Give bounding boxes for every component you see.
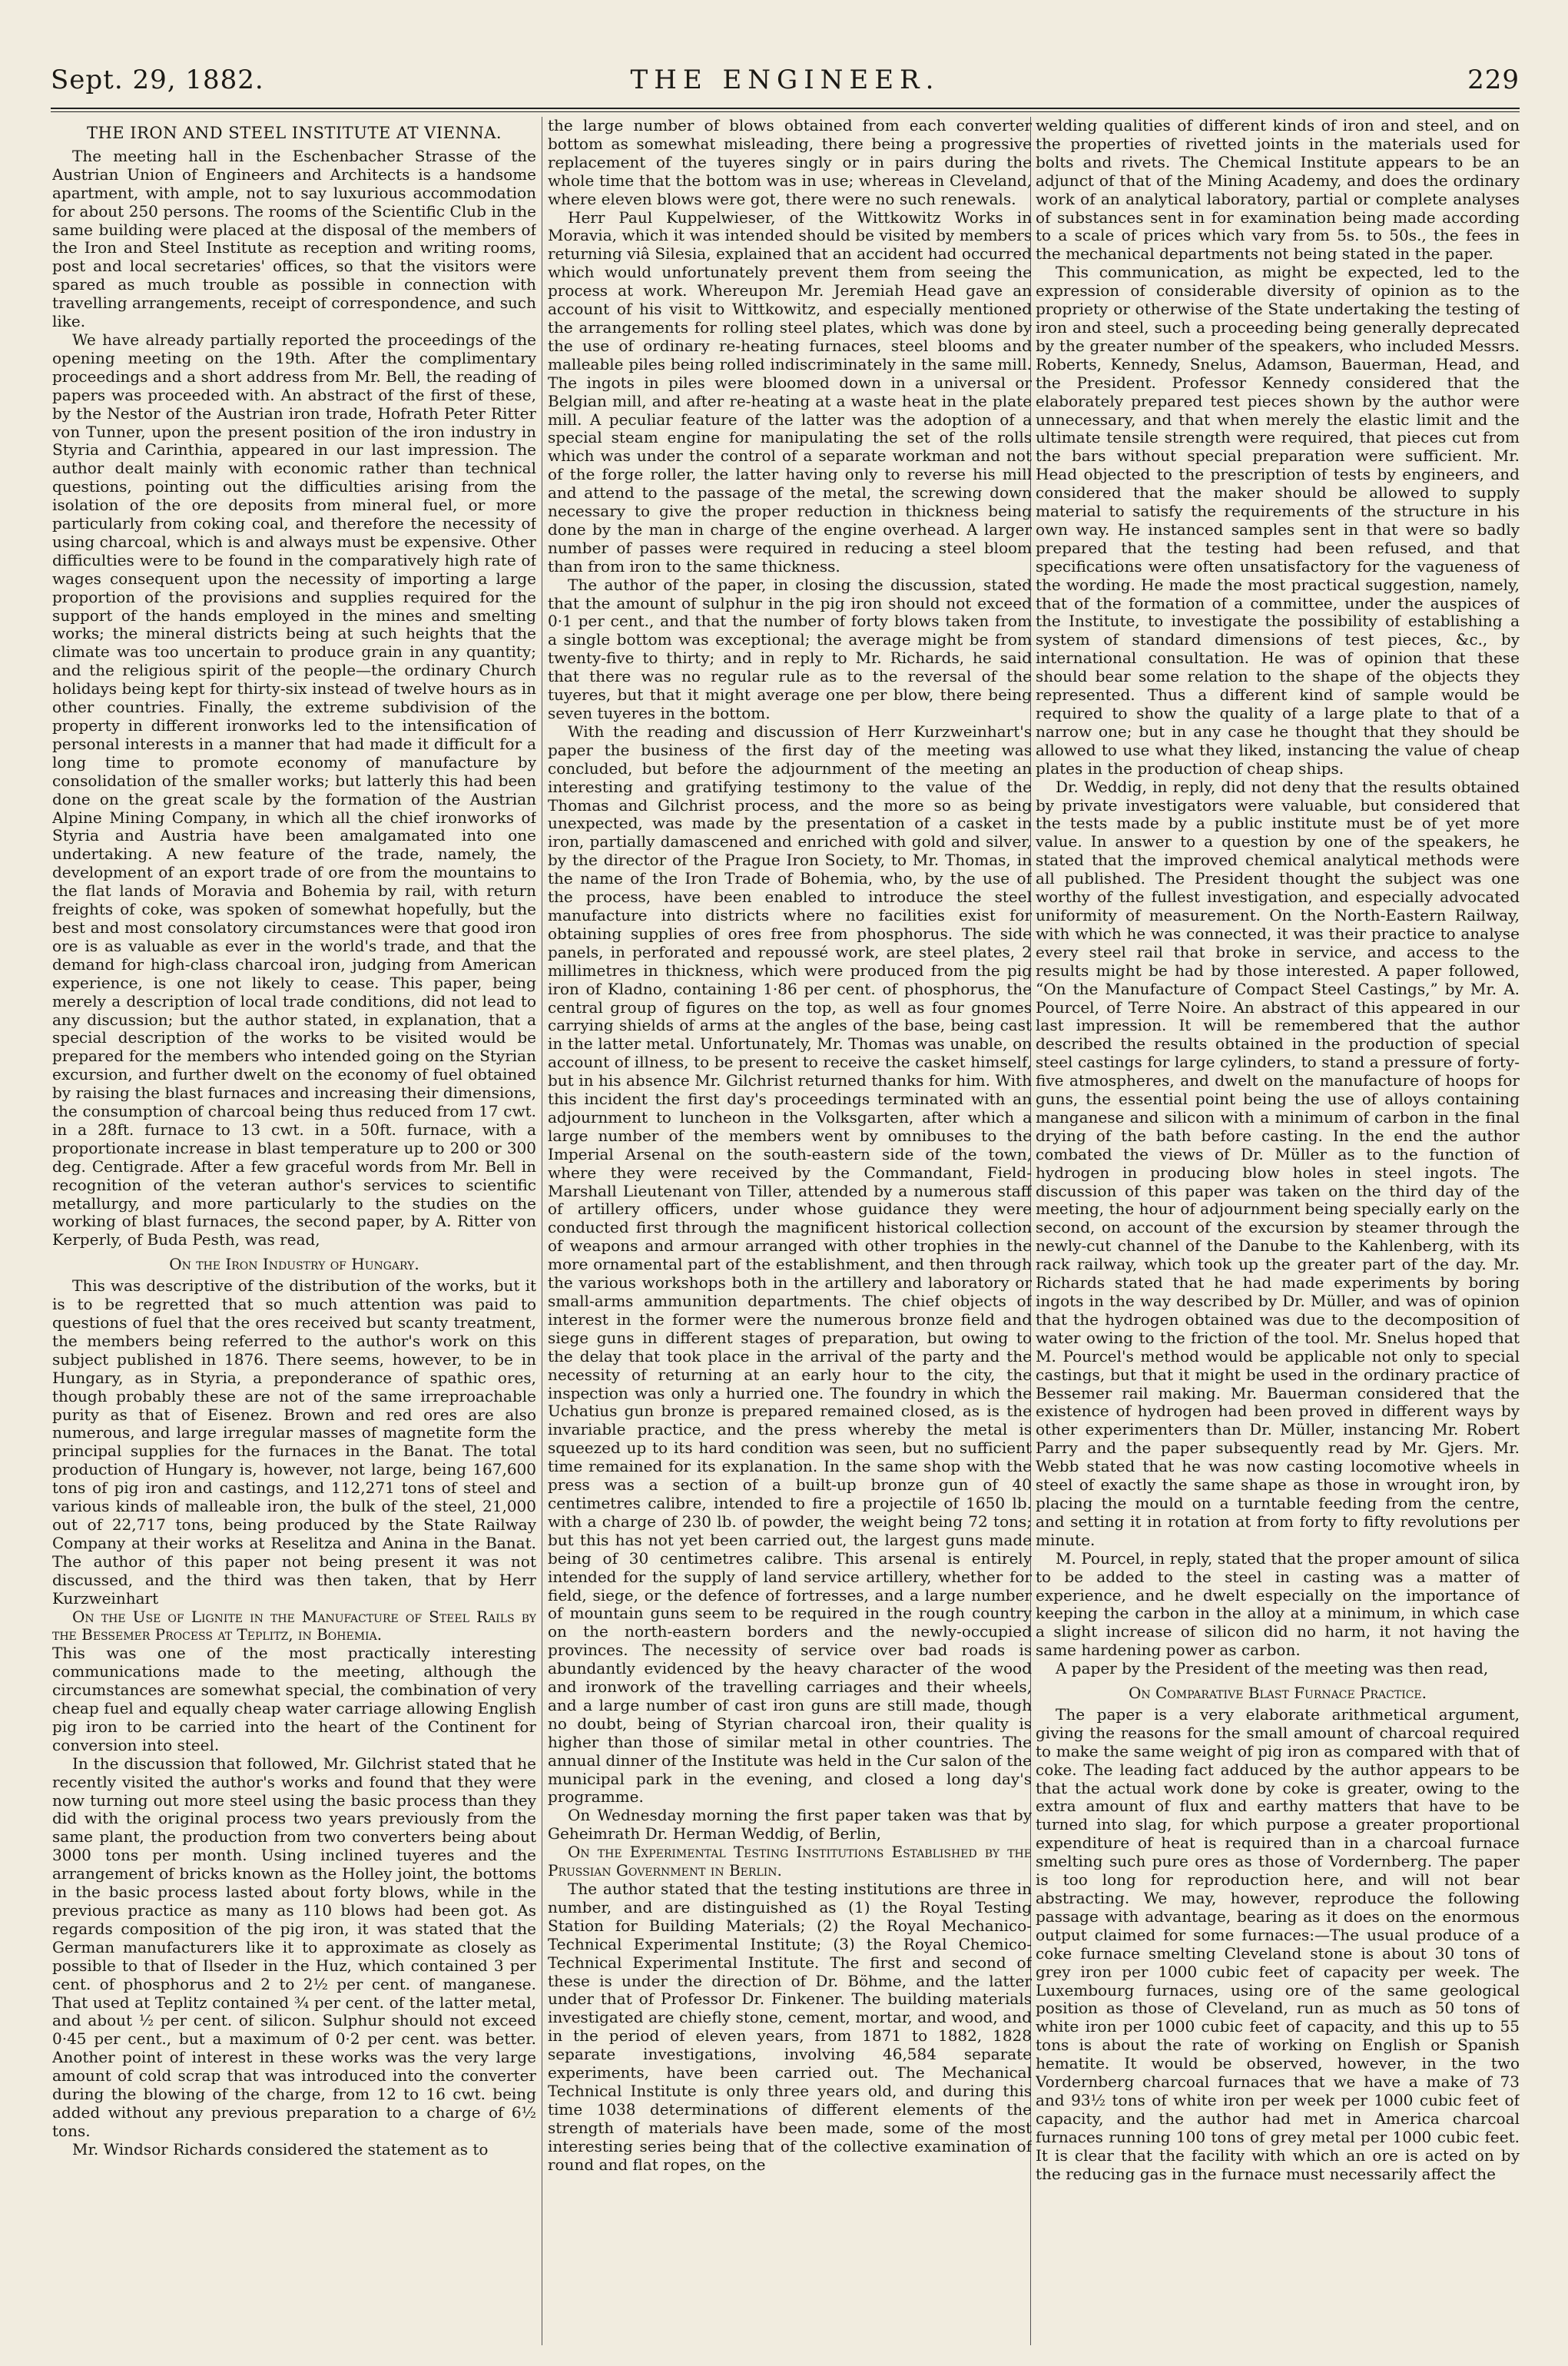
section-heading: On Comparative Blast Furnace Practice. [1128,1684,1427,1703]
paragraph: Dr. Weddig, in reply, did not deny that the results obtained by private investigators were valuable, but considered that the tests made by a public institute must be of yet more value. In answer to a question by one of the speakers, he stated that the improved chemical analytical methods were all published. The President thought the subject was one worthy of the fullest investigation, and especially advocated uniformity of measurement. On the North-Eastern Railway, with which he was connected, it was their practice to analyse every steel rail that broke in service, and access to the results might be had by those interested. A paper followed, “On the Manufacture of Compact Steel Castings,” by Mr. A. Pourcel, of Terre Noire. An abstract of this appeared in our last impression. It will be remembered that the author described the results obtained in the production of special steel castings for large cylinders, to stand a pressure of forty-five atmospheres, and dwelt on the manufacture of hoops for guns, the essential point being the use of alloys containing manganese and silicon with a minimum of carbon in the final drying of the bath before casting. In the end the author combated the views of Dr. Müller as to the function of hydrogen in producing blow holes in steel ingots. The discussion of this paper was taken on the third day of the meeting, the hour of adjournment being specially early on the second, on account of the excursion by steamer through the newly-cut channel of the Danube to the Kahlenberg, with its rack railway, which took up the greater part of the day. Mr. Richards stated that he had made experiments by boring ingots in the way described by Dr. Müller, and was of opinion that the hydrogen obtained was due to the decomposition of water owing to the friction of the tool. Mr. Snelus hoped that M. Pourcel's method would be applicable not only to special castings, but that it might be used in the ordinary practice of Bessemer rail making. Mr. Bauerman considered that the existence of hydrogen had been proved in different ways by other experimenters than Dr. Müller, instancing Mr. Robert Parry and the paper subsequently read by Mr. Gjers. Mr. Webb stated that he was now casting locomotive wheels in steel of exactly the same shape as those in wrought iron, by placing the mould on a turntable feeding from the centre, and setting it in rotation at from forty to fifty revolutions per minute. [1036,777,1520,1549]
paragraph: On Wednesday morning the first paper taken was that by Geheimrath Dr. Herman Weddig, of Berlin, [548,1806,1032,1843]
paragraph: The paper is a very elaborate arithmetical argument, giving the reasons for the small amount of charcoal required to make the same weight of pig iron as compared with that of coke. The leading fact adduced by the author appears to be that the actual work done by coke is greater, owing to the extra amount of flux and earthy matters that have to be turned into slag, for which purpose a greater proportional expenditure of heat is required than in a charcoal furnace smelting such pure ores as those of Vordernberg. The paper is too long for reproduction here, and will not bear abstracting. We may, however, reproduce the following passage with advantage, bearing as it does on the enormous output claimed for some furnaces:—The usual produce of a coke furnace smelting Cleveland stone is about 30 tons of grey iron per 1000 cubic feet of capacity per week. The Luxembourg furnaces, using ore of the same geological position as those of Cleveland, run as much as 50 tons of white iron per 1000 cubic feet of capacity, and this up to 55 tons is about the rate of working on English or Spanish hematite. It would be observed, however, in the two Vordernberg charcoal furnaces that we have a make of 73 and 93½ tons of white iron per week per 1000 cubic feet of capacity, and the author had met in America charcoal furnaces running 100 tons of grey metal per 1000 cubic feet. It is clear that the facility with which an ore is acted on by the reducing gas in the furnace must necessarily affect the [1036,1704,1520,2183]
paragraph: The author stated that the testing institutions are three in number, and are distinguished as (1) the Royal Testing Station for Building Materials; (2) the Royal Mechanico-Technical Experimental Institute; (3) the Royal Chemico-Technical Experimental Institute. The first and second of these is under the direction of Dr. Böhme, and the latter under that of Professor Dr. Finkener. The building materials investigated are chiefly stone, cement, mortar, and wood, and in the period of eleven years, from 1871 to 1882, 1828 separate investigations, involving 46,584 separate experiments, have been carried out. The Mechanical Technical Institute is only three years old, and during this time 1038 determinations of different elements of the strength of materials have been made, some of the most interesting series being that of the collective examination of round and flat ropes, on the [548,1880,1032,2174]
section-heading: On the Experimental Testing Institutions Established by the Prussian Government in Berlin. [548,1843,1032,1880]
article-title: THE IRON AND STEEL INSTITUTE AT VIENNA. [86,124,502,142]
header-rule-thin [51,111,1520,112]
paragraph: This was descriptive of the distribution of the works, but it is to be regretted that so much attention was paid to questions of fuel that the ores received but scanty treatment, the members being referred to the author's work on this subject published in 1876. There seems, however, to be in Hungary, as in Styria, a preponderance of spathic ores, though probably these are not of the same irreproachable purity as that of Eisenez. Brown and red ores are also numerous, and large irregular masses of magnetite form the principal supplies for the furnaces in the Banat. The total production of Hungary is, however, not large, being 167,600 tons of pig iron and castings, and 112,271 tons of steel and various kinds of malleable iron, the bulk of the steel, 21,000 out of 22,717 tons, being produced by the State Railway Company at their works at Reselitza and Anina in the Banat. The author of this paper not being present it was not discussed, and the third was then taken, that by Herr Kurzweinhart [52,1276,536,1608]
header-rule [51,108,1520,109]
paragraph: welding qualities of different kinds of iron and steel, and on the properties of rivetted joints in the materials used for bolts and rivets. The Chemical Institute appears to be an adjunct of that of the Mining Academy, and does the ordinary work of an analytical laboratory, partial or complete analyses of substances sent in for examination being made according to a scale of prices which vary from 5s. to 50s., the fees in the mechanical departments not being stated in the paper. [1036,117,1520,264]
paragraph: We have already partially reported the proceedings of the opening meeting on the 19th. After the complimentary proceedings and a short address from Mr. Bell, the reading of papers was proceeded with. An abstract of the first of these, by the Nestor of the Austrian iron trade, Hofrath Peter Ritter von Tunner, upon the present position of the iron industry in Styria and Carinthia, appeared in our last impression. The author dealt mainly with economic rather than technical questions, pointing out the difficulties arising from the isolation of the ore deposits from mineral fuel, or more particularly from coking coal, and therefore the necessity of using charcoal, which is and always must be expensive. Other difficulties were to be found in the comparatively high rate of wages consequent upon the necessity of importing a large proportion of the provisions and supplies required for the support of the hands employed in the mines and smelting works; the mineral districts being at such heights that the climate was too uncertain to produce grain in any quantity; and the religious spirit of the people—the ordinary Church holidays being kept for thirty-six instead of twelve hours as in other countries. Finally, the extreme subdivision of the property in different ironworks led to the intensification of personal interests in a manner that had made it difficult for a long time to promote economy of manufacture by consolidation of the smaller works; but latterly this had been done on the great scale by the formation of the Austrian Alpine Mining Company, in which all the chief ironworks of Styria and Austria have been amalgamated into one undertaking. A new feature of the trade, namely, the development of an export trade of ore from the mountains to the flat lands of Moravia and Bohemia by rail, with return freights of coke, was spoken of somewhat hopefully, but the best and most consolatory circumstances were that good iron ore is as valuable as ever in the world's trade, and that the demand for high-class charcoal iron, judging from American experience, is one not likely to cease. This paper, being merely a description of local trade conditions, did not lead to any discussion; but the author stated, in explanation, that a special description of the works to be visited would be prepared for the members who intended going on the Styrian excursion, and further dwelt on the economy of fuel obtained by raising the blast furnaces and increasing their dimensions, the consumption of charcoal being thus reduced from 17 cwt. in a 28ft. furnace to 13 cwt. in a 50ft. furnace, with a proportionate increase in blast temperature up to 200 or 300 deg. Centigrade. After a few graceful words from Mr. Bell in recognition of the veteran author's services to scientific metallurgy, and more particularly to the studies on the working of blast furnaces, the second paper, by A. Ritter von Kerperly, of Buda Pesth, was read, [52,330,536,1249]
paragraph: The author of the paper, in closing the discussion, stated that the amount of sulphur in the pig iron should not exceed 0·1 per cent., and that the number of forty blows taken from a single bottom was exceptional; the average might be from twenty-five to thirty; and in reply to Mr. Richards, he said that there was no regular rule as to the reversal of the tuyeres, but that it might average one per blow, there being seven tuyeres in the bottom. [548,575,1032,722]
paragraph: In the discussion that followed, Mr. Gilchrist stated that he recently visited the author's works and found that they were now turning out more steel using the basic process than they did with the original process two years previously from the same plant, the production from two converters being about 3000 tons per month. Using inclined tuyeres and the arrangement of bricks known as the Holley joint, the bottoms in the basic process lasted about forty blows, while in the previous practice as many as 110 blows had been got. As regards composition of the pig iron, it was stated that the German manufacturers like it to approximate as closely as possible to that of Ilseder in the Huz, which contained 3 per cent. of phosphorus and 2 to 2½ per cent. of manganese. That used at Teplitz contained ¾ per cent. of the latter metal, and about ½ per cent. of silicon. Sulphur should not exceed 0·45 per cent., but a maximum of 0·2 per cent. was better. Another point of interest in these works was the very large amount of cold scrap that was introduced into the converter during the blowing of the charge, from 12 to 16 cwt. being added without any previous preparation to a charge of 6½ tons. [52,1754,536,2140]
column-1 [52,117,536,2345]
paragraph: Herr Paul Kuppelwieser, of the Wittkowitz Works in Moravia, which it was intended should be visited by members returning viâ Silesia, explained that an accident had occurred which would unfortunately prevent them from seeing the process at work. Whereupon Mr. Jeremiah Head gave an account of his visit to Wittkowitz, and especially mentioned the arrangements for rolling steel plates, which was done by the use of ordinary re-heating furnaces, steel blooms and malleable piles being rolled indiscriminately in the same mill. The ingots in piles were bloomed down in a universal or Belgian mill, and after re-heating at a waste heat in the plate mill. A peculiar feature of the latter was the adoption of a special steam engine for manipulating the set of the rolls which was under the control of a separate workman and not of the forge roller, the latter having only to reverse his mill and attend to the passage of the metal, the screwing down necessary to give the proper reduction in thickness being done by the man in charge of the engine overhead. A larger number of passes were required in reducing a steel bloom than from iron to the same thickness. [548,207,1032,576]
column-2 [548,117,1032,2345]
section-heading: On the Iron Industry of Hungary. [169,1255,419,1274]
paragraph: Mr. Windsor Richards considered the statement as to [72,2139,489,2159]
paragraph: A paper by the President of the meeting was then read, [1056,1659,1489,1678]
paragraph: M. Pourcel, in reply, stated that the proper amount of silica to be added to the steel in casting was a matter of experience, and he dwelt especially on the importance of keeping the carbon in the alloy at a minimum, in which case a slight increase of silicon did no harm, it not having the same hardening power as carbon. [1036,1548,1520,1660]
page-number: 229 [1467,65,1520,95]
paragraph: With the reading and discussion of Herr Kurzweinhart's paper the business of the first day of the meeting was concluded, but before the adjournment of the meeting an interesting and gratifying testimony to the value of the Thomas and Gilchrist process, and the more so as being unexpected, was made by the presentation of a casket in iron, partially damascened and enriched with gold and silver, by the director of the Prague Iron Society, to Mr. Thomas, in the name of the Iron Trade of Bohemia, who, by the use of the process, have been enabled to introduce the steel manufacture into districts where no facilities exist for obtaining supplies of ores free from phosphorus. The side panels, in perforated and repoussé work, are steel plates, 2 millimetres in thickness, which were produced from the pig iron of Kladno, containing 1·86 per cent. of phosphorus, the central group of figures on the top, as well as four gnomes carrying shields of arms at the angles of the base, being cast in the latter metal. Unfortunately, Mr. Thomas was unable, on account of illness, to be present to receive the casket himself, but in his absence Mr. Gilchrist returned thanks for him. With this incident the first day's proceedings terminated with an adjournment to luncheon in the Volksgarten, after which a large number of the members went by omnibuses to the Imperial Arsenal on the south-eastern side of the town, where they were received by the Commandant, Field-Marshall Lieutenant von Tiller, attended by a numerous staff of artillery officers, under whose guidance they were conducted first through the magnificent historical collection of weapons and armour arranged with other trophies in the more ornamental part of the establishment, and then through the various workshops both in the artillery and laboratory or small-arms ammunition departments. The chief objects of interest in the former were the numerous bronze field and siege guns in different stages of preparation, but owing to the delay that took place in the arrival of the party and the necessity of returning at an early hour to the city, the inspection was only a hurried one. The foundry in which the Uchatius gun bronze is prepared remained closed, as is the invariable practice, and the press whereby the metal is squeezed up to its hard condition was seen, but no sufficient time remained for its explanation. In the same shop with the press was a section of a built-up bronze gun of 40 centimetres calibre, intended to fire a projectile of 1650 lb. with a charge of 230 lb. of powder, the weight being 72 tons; but this has not yet been carried out, the largest guns made being of 30 centimetres calibre. This arsenal is entirely intended for the supply of land service artillery, whether for field, siege, or the defence of fortresses, and a large number of mountain guns seem to be required in the rough country on the north-eastern borders and the newly-occupied provinces. The necessity of service over bad roads is abundantly evidenced by the heavy character of the wood and ironwork of the travelling carriages and their wheels, and a large number of cast iron guns are still made, though no doubt, being of Styrian charcoal iron, their quality is higher than those of similar metal in other countries. The annual dinner of the Institute was held in the Cur salon of the municipal park in the evening, and closed a long day's programme. [548,722,1032,1807]
paragraph: This communication, as might be expected, led to the expression of considerable diversity of opinion as to the propriety or otherwise of the State undertaking the testing of iron and steel, such a proceeding being generally deprecated by the greater number of the speakers, who included Messrs. Roberts, Kennedy, Snelus, Adamson, Bauerman, Head, and the President. Professor Kennedy considered that the elaborately prepared test pieces shown by the author were unnecessary, and that when merely the elastic limit and the ultimate tensile strength were required, that pieces cut from the bars without special preparation were sufficient. Mr. Head objected to the prescription of tests by engineers, and considered that the maker should be allowed to supply material to satisfy the requirements of the structure in his own way. He instanced samples sent in that were so badly prepared that the testing had been refused, and that specifications were often unsatisfactory for the vagueness of the wording. He made the most practical suggestion, namely, that of the formation of a committee, under the auspices of the Institute, to investigate the possibility of establishing a system of standard dimensions of test pieces, &c., by international consultation. He was of opinion that these should bear some relation to the shape of the objects they represented. Thus a different kind of sample would be required to show the quality of a large plate to that of a narrow one; but in any case he thought that they should be allowed to use what they liked, instancing the value of cheap plates in the production of cheap ships. [1036,263,1520,778]
page-header [51,60,1520,106]
column-3 [1036,117,1520,2345]
publication-title: THE ENGINEER. [630,65,940,95]
paragraph: This was one of the most practically interesting communications made to the meeting, although the circumstances are somewhat special, the combination of very cheap fuel and equally cheap water carriage allowing English pig iron to be carried into the heart of the Continent for conversion into steel. [52,1644,536,1754]
issue-date: Sept. 29, 1882. [51,65,264,95]
section-heading: On the Use of Lignite in the Manufacture of Steel Rails by the Bessemer Process at Teplitz, in Bohemia. [52,1607,536,1644]
paragraph: The meeting hall in the Eschenbacher Strasse of the Austrian Union of Engineers and Architects is a handsome apartment, with ample, not to say luxurious accommodation for about 250 persons. The rooms of the Scientific Club in the same building were placed at the disposal of the members of the Iron and Steel Institute as reception and writing rooms, post and local secretaries' offices, so that the visitors were spared as much trouble as possible in connection with travelling arrangements, receipt of correspondence, and such like. [52,146,536,331]
paragraph: the large number of blows obtained from each converter bottom as somewhat misleading, there being a progressive replacement of the tuyeres singly or in pairs during the whole time that the bottom was in use; whereas in Cleveland, where eleven blows were got, there were no such renewals. [548,117,1032,208]
